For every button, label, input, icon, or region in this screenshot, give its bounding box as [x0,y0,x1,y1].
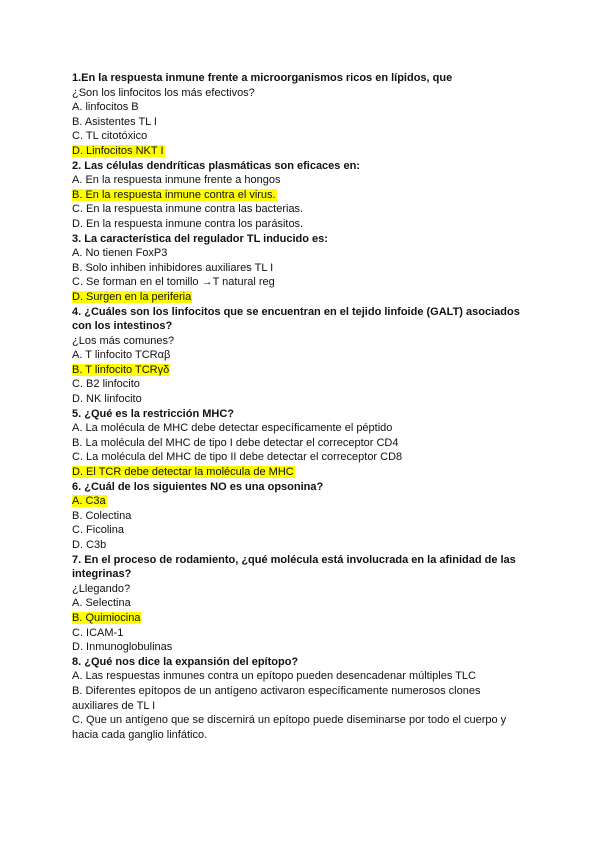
question-7-option-b [72,611,540,626]
highlighted-answer: B. T linfocito TCRγδ [72,363,170,376]
question-1-option-c: C. TL citotóxico [72,130,148,143]
question-6-option-c: C. Ficolina [72,524,124,537]
question-5-text: 5. ¿Qué es la restricción MHC? [72,407,234,420]
question-1-option-a: A. linfocitos B [72,101,139,114]
question-4-text-line-1: 4. ¿Cuáles son los linfocitos que se encuentran en el tejido linfoide (GALT) asociados [72,305,520,318]
question-7-text-line-2: integrinas? [72,568,132,581]
question-3-option-b: B. Solo inhiben inhibidores auxiliares TL I [72,261,274,274]
question-7-option-a: A. Selectina [72,597,131,610]
question-5 [72,407,540,480]
question-5-option-d [72,465,540,480]
question-8-option-a: A. Las respuestas inmunes contra un epítopo pueden desencadenar múltiples TLC [72,670,476,683]
question-2-option-b [72,188,540,203]
question-7-text-line-1: 7. En el proceso de rodamiento, ¿qué molécula está involucrada en la afinidad de las [72,553,516,566]
question-4-option-c: C. B2 linfocito [72,378,140,391]
question-6-option-b: B. Colectina [72,509,132,522]
question-4-text-line-2: con los intestinos? [72,320,173,333]
question-2-option-d: D. En la respuesta inmune contra los parásitos. [72,217,304,230]
question-1-subtext: ¿Son los linfocitos los más efectivos? [72,86,255,99]
highlighted-answer: D. Surgen en la periferia [72,290,192,303]
question-2-option-c: C. En la respuesta inmune contra las bacterias. [72,203,304,216]
question-8-option-b-line-2: auxiliares de TL I [72,699,156,712]
highlighted-answer: D. El TCR debe detectar la molécula de MHC [72,466,294,479]
question-2-option-a: A. En la respuesta inmune frente a hongos [72,174,281,187]
question-4-option-d: D. NK linfocito [72,393,142,406]
question-7-option-c: C. ICAM-1 [72,626,124,639]
question-2-text: 2. Las células dendríticas plasmáticas son eficaces en: [72,159,360,172]
question-6-text: 6. ¿Cuál de los siguientes NO es una opsonina? [72,480,324,493]
question-3-text: 3. La característica del regulador TL inducido es: [72,232,328,245]
question-4 [72,305,540,407]
question-8-option-c-line-1: C. Que un antígeno que se discernirá un epítopo puede diseminarse por todo el cuerpo y [72,714,507,727]
question-3 [72,232,540,305]
question-6-option-d: D. C3b [72,539,107,551]
highlighted-answer: D. Linfocitos NKT I [72,144,164,157]
highlighted-answer: A. C3a [72,495,106,508]
question-5-option-c: C. La molécula del MHC de tipo II debe detectar el correceptor CD8 [72,451,403,464]
question-8-option-b-line-1: B. Diferentes epítopos de un antígeno activaron específicamente numerosos clones [72,684,481,697]
question-4-option-b [72,363,540,378]
question-1-option-b: B. Asistentes TL I [72,115,157,128]
question-8-option-c-line-2: hacia cada ganglio linfático. [72,728,208,741]
question-6 [72,480,540,553]
question-3-option-c: C. Se forman en el tomillo →T natural reg [72,276,275,289]
question-3-option-a: A. No tienen FoxP3 [72,247,168,260]
question-1-option-d [72,144,540,159]
highlighted-answer: B. Quimiocina [72,611,141,624]
question-4-option-a: A. T linfocito TCRαβ [72,349,171,362]
question-4-subtext: ¿Los más comunes? [72,334,175,347]
question-7-option-d: D. Inmunoglobulinas [72,641,173,654]
highlighted-answer: B. En la respuesta inmune contra el virus. [72,188,276,201]
question-1 [72,71,540,159]
question-5-option-b: B. La molécula del MHC de tipo I debe detectar el correceptor CD4 [72,436,399,449]
question-8 [72,655,540,743]
question-3-option-d [72,290,540,305]
question-7-subtext: ¿Llegando? [72,582,131,595]
question-7 [72,553,540,655]
question-8-text: 8. ¿Qué nos dice la expansión del epítopo? [72,655,299,668]
question-5-option-a: A. La molécula de MHC debe detectar específicamente el péptido [72,422,393,435]
question-2 [72,159,540,232]
question-6-option-a [72,494,540,509]
question-1-text: 1.En la respuesta inmune frente a microorganismos ricos en lípidos, que [72,72,453,84]
